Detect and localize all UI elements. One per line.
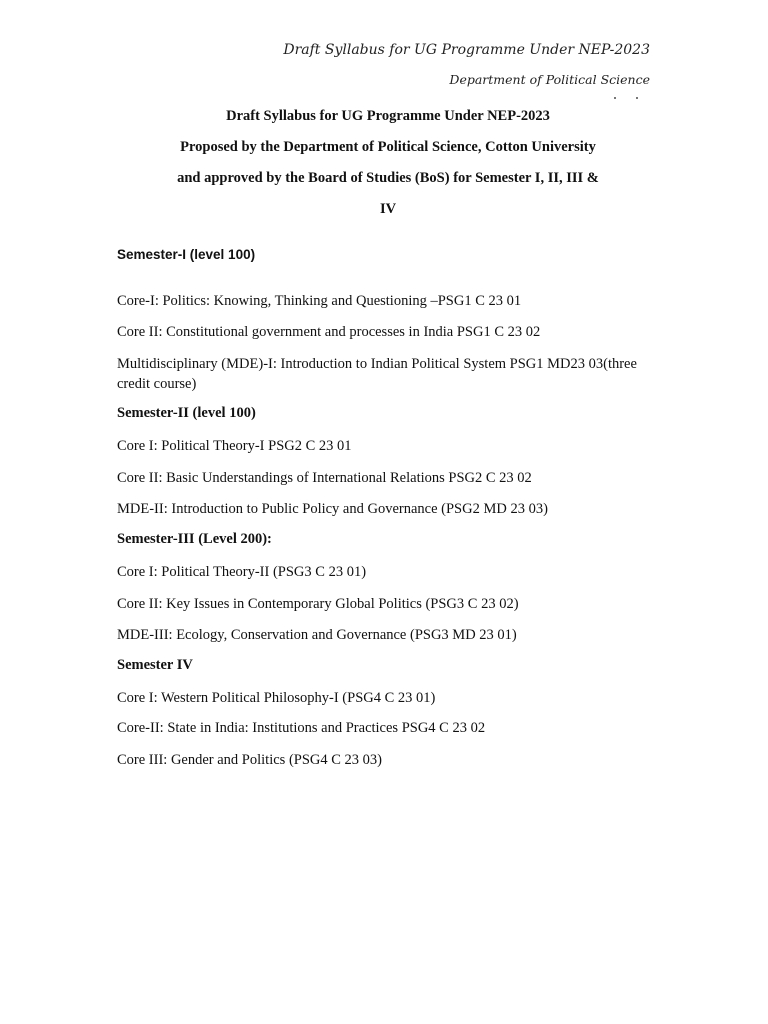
course-item: Core-I: Politics: Knowing, Thinking and Questioning –PSG1 C 23 01 [117, 293, 522, 309]
header-dot-mark [612, 97, 640, 100]
course-item: Core II: Key Issues in Contemporary Global Politics (PSG3 C 23 02) [117, 596, 519, 612]
running-header-department: Department of Political Science [449, 72, 650, 87]
running-header-title: Draft Syllabus for UG Programme Under NEP-2023 [283, 42, 650, 58]
course-item: Core II: Constitutional government and processes in India PSG1 C 23 02 [117, 324, 541, 340]
title-line-3: and approved by the Board of Studies (BoS) for Semester I, II, III & [177, 170, 599, 186]
semester-heading: Semester-I (level 100) [117, 247, 256, 262]
course-item: Core I: Western Political Philosophy-I (PSG4 C 23 01) [117, 690, 436, 706]
course-item: Core I: Political Theory-I PSG2 C 23 01 [117, 438, 352, 454]
semester-heading: Semester-II (level 100) [117, 405, 256, 421]
semester-heading: Semester IV [117, 657, 193, 673]
semester-heading: Semester-III (Level 200): [117, 531, 272, 547]
course-item: Core II: Basic Understandings of International Relations PSG2 C 23 02 [117, 470, 532, 486]
course-item: Core III: Gender and Politics (PSG4 C 23 03) [117, 752, 382, 768]
course-item: MDE-II: Introduction to Public Policy and Governance (PSG2 MD 23 03) [117, 501, 548, 517]
course-item: Multidisciplinary (MDE)-I: Introduction to Indian Political System PSG1 MD23 03(three credit course) [117, 356, 637, 392]
course-item: Core I: Political Theory-II (PSG3 C 23 01) [117, 564, 367, 580]
title-line-4: IV [379, 201, 397, 217]
course-item: MDE-III: Ecology, Conservation and Governance (PSG3 MD 23 01) [117, 627, 517, 643]
title-line-1: Draft Syllabus for UG Programme Under NEP-2023 [226, 108, 550, 124]
title-line-2: Proposed by the Department of Political Science, Cotton University [180, 139, 596, 155]
course-item: Core-II: State in India: Institutions and Practices PSG4 C 23 02 [117, 720, 486, 736]
